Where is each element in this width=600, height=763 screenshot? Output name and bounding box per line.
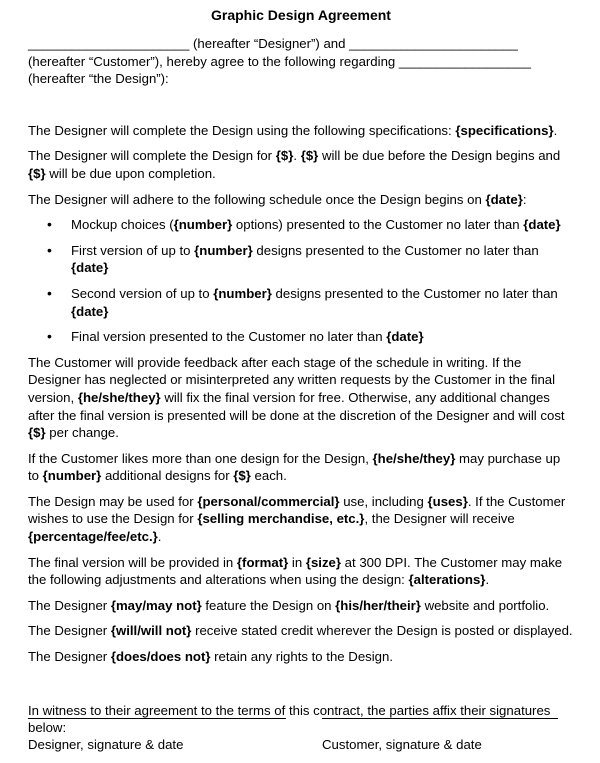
- placeholder-field: {percentage/fee/etc.}: [28, 529, 158, 545]
- specifications-clause: [28, 122, 574, 140]
- clause-text: The Designer will complete the Design using the following specifications:: [28, 122, 456, 138]
- schedule-item: [28, 328, 574, 346]
- placeholder-field: {number}: [213, 285, 272, 301]
- clause-text: may purchase up to: [28, 450, 561, 484]
- clause-text: feature the Design on: [201, 597, 336, 613]
- placeholder-field: {date}: [71, 260, 109, 276]
- clause-text: The Designer: [28, 649, 111, 665]
- designer-signature-line: [28, 718, 286, 719]
- schedule-item: [28, 242, 574, 277]
- placeholder-field: {$}: [300, 148, 319, 164]
- clause-text: options) presented to the Customer no later than: [232, 217, 524, 233]
- clause-text: will fix the final version for free. Otherwise, any additional changes after the final version is presented will be done at the discretion of the Designer and will cost: [28, 389, 565, 423]
- clause-text: The Designer: [28, 623, 111, 639]
- clause-text: at 300 DPI. The Customer may make the following adjustments and alterations when using the design:: [28, 554, 563, 588]
- placeholder-field: {$}: [28, 165, 46, 181]
- placeholder-field: {he/she/they}: [372, 450, 456, 466]
- placeholder-field: {his/her/their}: [335, 597, 421, 613]
- rights-clause: [28, 648, 574, 666]
- placeholder-field: {he/she/they}: [77, 389, 161, 405]
- schedule-list: [28, 216, 574, 346]
- placeholder-field: {date}: [386, 329, 424, 345]
- placeholder-field: {format}: [236, 554, 289, 570]
- clause-text: The final version will be provided in: [28, 554, 237, 570]
- placeholder-field: {number}: [173, 217, 233, 233]
- clause-text: The Designer will complete the Design for: [28, 148, 276, 164]
- payment-clause: [28, 147, 574, 182]
- placeholder-field: {does/does not}: [110, 649, 211, 665]
- schedule-item: [28, 216, 574, 234]
- clause-text: designs presented to the Customer no later than: [252, 242, 539, 258]
- clause-text: Second version of up to: [71, 285, 214, 301]
- clause-text: will be due before the Design begins and: [318, 148, 561, 164]
- schedule-intro-clause: [28, 191, 574, 209]
- placeholder-field: {number}: [194, 242, 253, 258]
- clause-text: each.: [250, 468, 287, 484]
- clause-text: retain any rights to the Design.: [210, 649, 394, 665]
- clause-text: , the Designer will receive: [364, 511, 515, 527]
- placeholder-field: {uses}: [427, 493, 468, 509]
- clause-text: receive stated credit wherever the Design is posted or displayed.: [191, 623, 573, 639]
- placeholder-field: {$}: [275, 148, 294, 164]
- delivery-clause: [28, 554, 574, 589]
- clause-text: If the Customer likes more than one design for the Design,: [28, 450, 373, 466]
- customer-signature-block: [322, 718, 558, 753]
- clause-text: use, including: [339, 493, 428, 509]
- intro-paragraph: ______________________ (hereafter “Designer”) and _______________________ (hereafter “Customer”), hereby agree to the following regarding __________________ (hereafter “the Design”):: [28, 36, 531, 87]
- designer-signature-block: [28, 718, 286, 753]
- placeholder-field: {size}: [305, 554, 342, 570]
- clause-text: The Designer: [28, 597, 111, 613]
- usage-clause: [28, 493, 574, 546]
- signature-section: [28, 718, 574, 758]
- credit-clause: [28, 622, 574, 640]
- document-title: Graphic Design Agreement: [211, 7, 391, 23]
- clause-text: :: [522, 191, 527, 207]
- clause-text: additional designs for: [101, 468, 234, 484]
- clause-text: website and portfolio.: [420, 597, 550, 613]
- feedback-clause: [28, 354, 574, 442]
- portfolio-clause: [28, 597, 574, 615]
- placeholder-field: {date}: [523, 217, 561, 233]
- clause-text: The Customer will provide feedback after each stage of the schedule in writing. If the Designer has neglected or misinterpreted any written requests by the Customer in the final version,: [28, 354, 556, 405]
- clause-text: .: [293, 148, 301, 164]
- clause-text: will be due upon completion.: [45, 165, 216, 181]
- witness-paragraph: In witness to their agreement to the terms of this contract, the parties affix their signatures below:: [28, 702, 551, 736]
- agreement-document: [28, 6, 574, 737]
- additional-designs-clause: [28, 450, 574, 485]
- placeholder-field: {date}: [71, 303, 109, 319]
- clause-text: .: [553, 122, 558, 138]
- placeholder-field: {will/will not}: [110, 623, 192, 639]
- clause-text: The Design may be used for: [28, 493, 198, 509]
- placeholder-field: {specifications}: [455, 122, 554, 138]
- placeholder-field: {date}: [485, 191, 523, 207]
- placeholder-field: {number}: [42, 468, 102, 484]
- clause-text: in: [288, 554, 306, 570]
- schedule-item: [28, 285, 574, 320]
- clause-text: . If the Customer wishes to use the Design for: [28, 493, 566, 527]
- customer-signature-line: [322, 718, 558, 719]
- placeholder-field: {personal/commercial}: [197, 493, 340, 509]
- placeholder-field: {may/may not}: [110, 597, 202, 613]
- clause-text: Final version presented to the Customer no later than: [71, 329, 387, 345]
- clause-text: The Designer will adhere to the following schedule once the Design begins on: [28, 191, 486, 207]
- designer-signature-label: Designer, signature & date: [28, 737, 184, 752]
- customer-signature-label: Customer, signature & date: [322, 737, 482, 752]
- placeholder-field: {$}: [233, 468, 251, 484]
- placeholder-field: {alterations}: [408, 572, 486, 588]
- placeholder-field: {$}: [28, 425, 46, 441]
- clause-text: .: [485, 572, 490, 588]
- placeholder-field: {selling merchandise, etc.}: [197, 511, 365, 527]
- clause-text: .: [157, 529, 162, 545]
- clause-text: Mockup choices (: [71, 217, 174, 233]
- clause-text: per change.: [45, 425, 119, 441]
- clause-text: designs presented to the Customer no later than: [271, 285, 558, 301]
- clause-text: First version of up to: [71, 242, 195, 258]
